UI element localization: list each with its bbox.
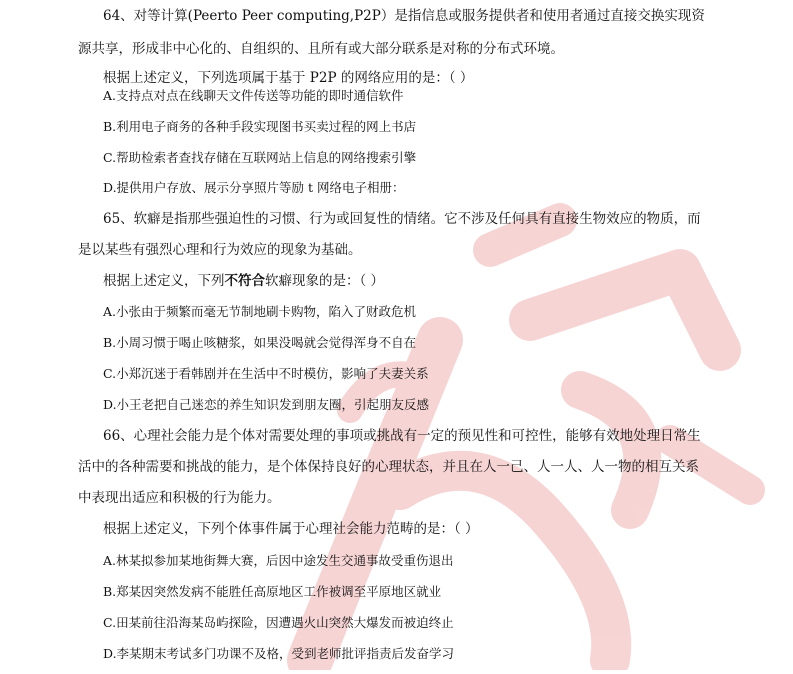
q65-option-c: C.小郑沉迷于看韩剧并在生活中不时模仿，影响了夫妻关系 bbox=[103, 366, 429, 381]
q66-definition-line1: 66、心理社会能力是个体对需要处理的事项或挑战有一定的预见性和可控性，能够有效地处理日常生 bbox=[103, 428, 701, 444]
q64-option-a: A.支持点对点在线聊天文件传送等功能的即时通信软件 bbox=[103, 88, 404, 103]
q65-option-a: A.小张由于频繁而毫无节制地刷卡购物，陷入了财政危机 bbox=[103, 304, 417, 319]
q65-stem bbox=[103, 273, 384, 289]
q66-stem: 根据上述定义，下列个体事件属于心理社会能力范畴的是：（ ） bbox=[103, 521, 479, 537]
q65-option-b: B.小周习惯于喝止咳糖浆，如果没喝就会觉得浑身不自在 bbox=[103, 335, 417, 350]
q64-definition-line2: 源共享，形成非中心化的、自组织的、且所有或大部分联系是对称的分布式环境。 bbox=[78, 41, 564, 57]
q64-option-b: B.利用电子商务的各种手段实现图书买卖过程的网上书店 bbox=[103, 119, 417, 134]
q65-stem-post: 软癖现象的是：（ ） bbox=[265, 273, 385, 289]
q65-definition-line2: 是以某些有强烈心理和行为效应的现象为基础。 bbox=[78, 242, 362, 258]
q66-option-c: C.田某前往沿海某岛屿探险，因遭遇火山突然大爆发而被迫终止 bbox=[103, 615, 454, 630]
q64-stem: 根据上述定义，下列选项属于基于 P2P 的网络应用的是：（ ） bbox=[103, 70, 474, 86]
q66-definition-line3: 中表现出适应和积极的行为能力。 bbox=[78, 490, 281, 506]
q65-stem-pre: 根据上述定义，下列 bbox=[103, 273, 225, 289]
q66-option-a: A.林某拟参加某地街舞大赛，后因中途发生交通事故受重伤退出 bbox=[103, 553, 454, 568]
q66-option-d: D.李某期末考试多门功课不及格，受到老师批评指责后发奋学习 bbox=[103, 646, 455, 661]
q66-option-b: B.郑某因突然发病不能胜任高原地区工作被调至平原地区就业 bbox=[103, 584, 442, 599]
q65-definition-line1: 65、软癖是指那些强迫性的习惯、行为或回复性的情绪。它不涉及任何具有直接生物效应的物质，而 bbox=[103, 211, 701, 227]
q65-option-d: D.小王老把自己迷恋的养生知识发到朋友圈，引起朋友反感 bbox=[103, 397, 430, 412]
q64-definition-line1: 64、对等计算(Peerto Peer computing,P2P）是指信息或服务提供者和使用者通过直接交换实现资 bbox=[103, 8, 705, 24]
q64-option-c: C.帮助检索者查找存储在互联网站上信息的网络搜索引擎 bbox=[103, 150, 417, 165]
q66-definition-line2: 活中的各种需要和挑战的能力，是个体保持良好的心理状态，并且在人一己、人一人、人一物的相互关系 bbox=[78, 459, 699, 475]
q65-stem-emphasis: 不符合 bbox=[224, 273, 265, 289]
q64-option-d: D.提供用户存放、展示分享照片等励 t 网络电子相册： bbox=[103, 180, 405, 195]
